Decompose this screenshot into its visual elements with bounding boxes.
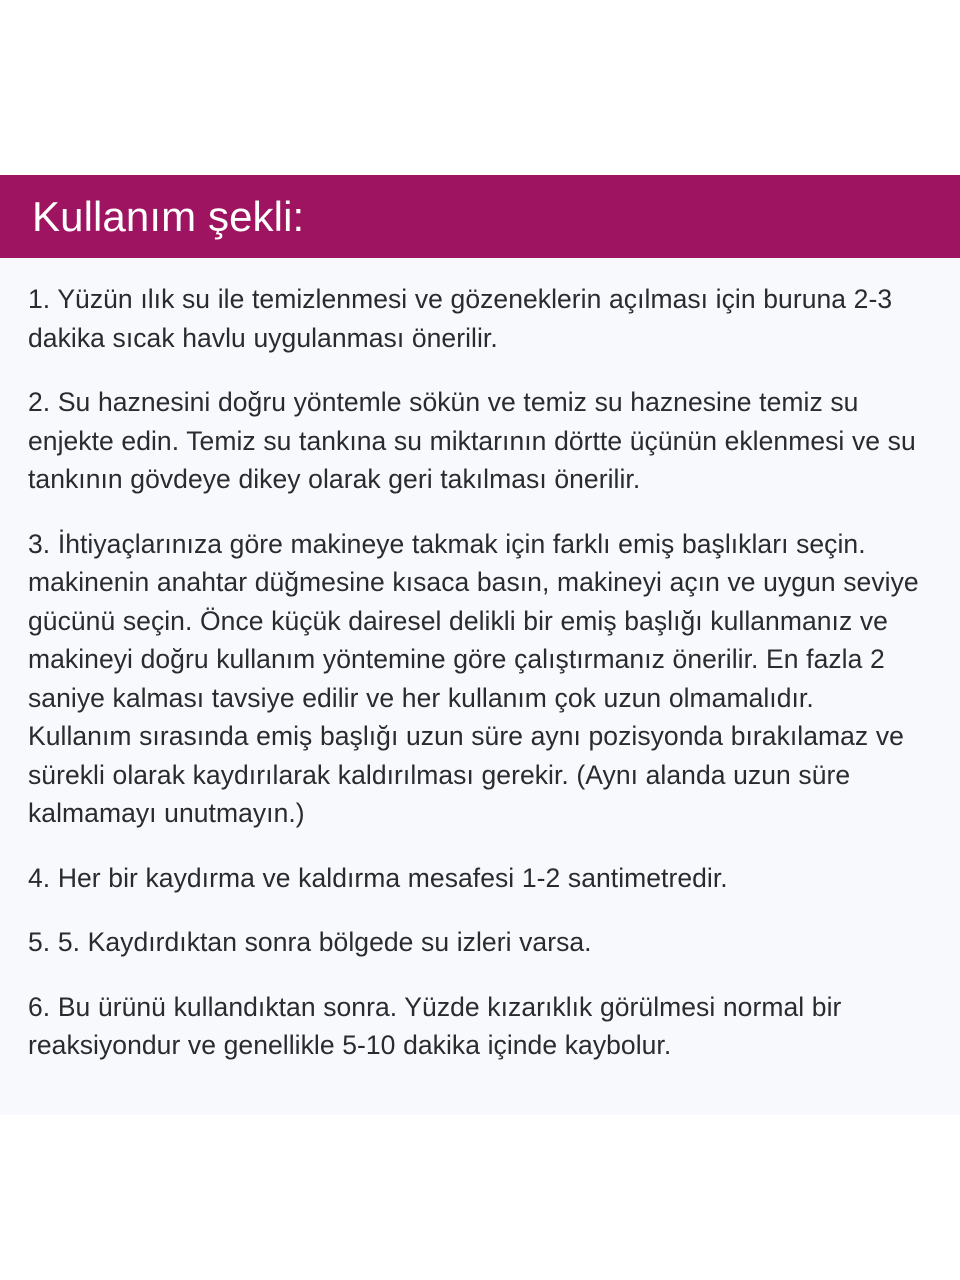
instruction-step-5: 5. 5. Kaydırdıktan sonra bölgede su izleri varsa. bbox=[28, 927, 592, 957]
instructions-panel bbox=[0, 258, 960, 1115]
page-title: Kullanım şekli: bbox=[32, 192, 305, 240]
instruction-step-1: 1. Yüzün ılık su ile temizlenmesi ve gözeneklerin açılması için buruna 2-3 dakika sıcak havlu uygulanması önerilir. bbox=[28, 284, 893, 353]
instruction-step-6: 6. Bu ürünü kullandıktan sonra. Yüzde kızarıklık görülmesi normal bir reaksiyondur ve genellikle 5-10 dakika içinde kaybolur. bbox=[28, 991, 842, 1060]
instruction-step-3: 3. İhtiyaçlarınıza göre makineye takmak için farklı emiş başlıkları seçin. makinenin anahtar düğmesine kısaca basın, makineyi açın ve uygun seviye gücünü seçin. Önce küçük dairesel delikli bir emiş başlığı kullanmanız ve makineyi doğru kullanım yöntemine göre çalıştırmanız önerilir. En fazla 2 saniye kalması tavsiye edilir ve her kullanım çok uzun olmamalıdır. Kullanım sırasında emiş başlığı uzun süre aynı pozisyonda bırakılamaz ve sürekli olarak kaydırılarak kaldırılması gerekir. (Aynı alanda uzun süre kalmamayı unutmayın.) bbox=[28, 528, 919, 828]
bottom-whitespace bbox=[0, 1115, 960, 1280]
section-header-banner bbox=[0, 175, 960, 258]
instruction-step-4: 4. Her bir kaydırma ve kaldırma mesafesi 1-2 santimetredir. bbox=[28, 862, 728, 893]
instruction-step-2: 2. Su haznesini doğru yöntemle sökün ve temiz su haznesine temiz su enjekte edin. Temiz su tankına su miktarının dörtte üçünün eklenmesi ve su tankının gövdeye dikey olarak geri takılması önerilir. bbox=[28, 387, 916, 494]
top-whitespace bbox=[0, 0, 960, 175]
